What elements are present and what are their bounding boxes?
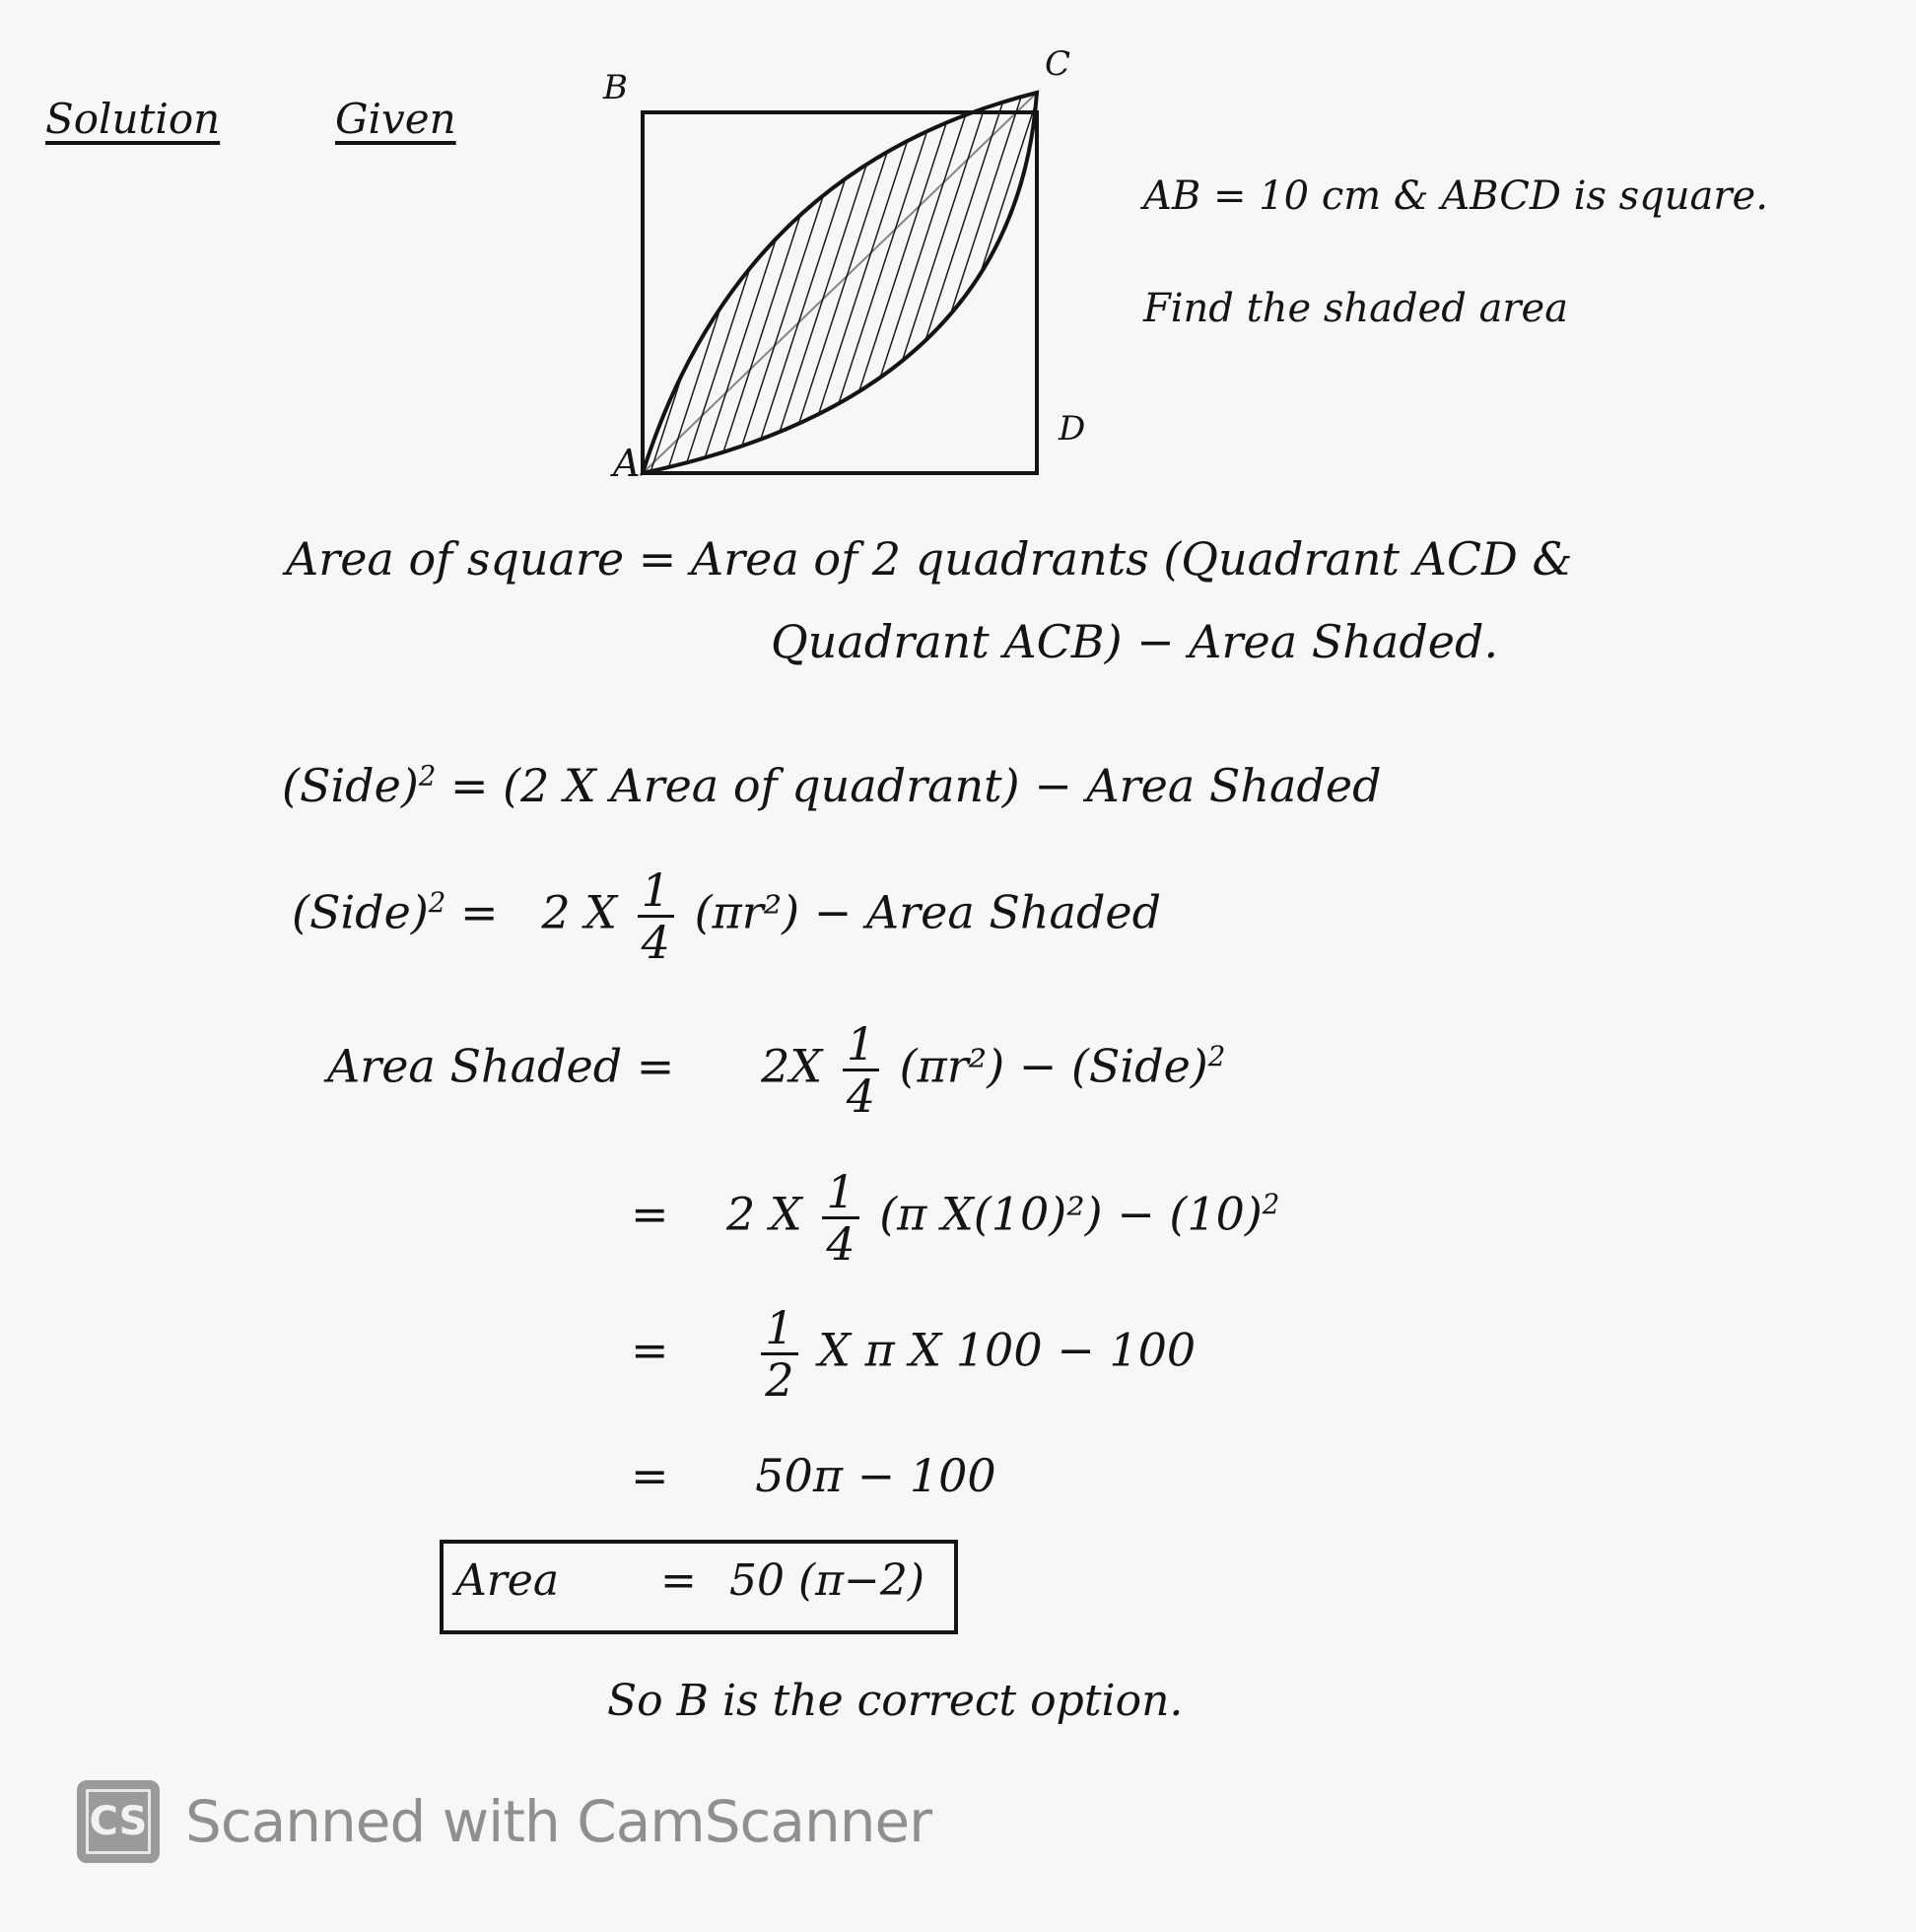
camscanner-logo-icon: CS [77, 1780, 160, 1863]
solution-heading: Solution [45, 95, 221, 143]
eq2-left: (Side) [292, 885, 429, 939]
given-heading: Given [335, 95, 456, 143]
step3-equals: = [631, 1449, 669, 1502]
camscanner-text: Scanned with CamScanner [185, 1788, 932, 1855]
step1-fraction: $\frac{1}{4}$ [822, 1169, 858, 1267]
camscanner-watermark [77, 1780, 931, 1863]
eq3-right: (πr²) − (Side) [899, 1039, 1208, 1093]
eq1-right: (2 X Area of quadrant) − Area Shaded [503, 759, 1382, 812]
step1-b: (π X(10)²) − (10) [879, 1187, 1263, 1241]
step1-equals: = [631, 1187, 669, 1241]
step2-equals: = [631, 1323, 669, 1377]
vertex-label-b: B [603, 68, 628, 107]
eq2-fraction: $\frac{1}{4}$ [638, 867, 674, 965]
final-answer-value: 50 (π−2) [729, 1555, 925, 1606]
vertex-label-c: C [1045, 44, 1071, 84]
equation-2 [292, 863, 1162, 969]
vertex-label-d: D [1059, 409, 1086, 448]
diagonal-ac [643, 93, 1037, 473]
given-line-1: AB = 10 cm & ABCD is square. [1143, 173, 1768, 219]
final-answer-equals: = [660, 1555, 697, 1606]
eq1-exponent: 2 [418, 759, 437, 793]
step1-exponent: 2 [1262, 1188, 1280, 1221]
eq3-fraction: $\frac{1}{4}$ [843, 1021, 879, 1119]
statement-line-1: Area of square = Area of 2 quadrants (Quadrant ACD & [286, 532, 1573, 586]
eq2-right: (πr²) − Area Shaded [694, 885, 1162, 939]
eq1-equals: = [449, 759, 489, 812]
step-2 [631, 1301, 1197, 1407]
step2-fraction: $\frac{1}{2}$ [761, 1305, 797, 1403]
eq2-exponent: 2 [428, 886, 446, 920]
eq2-equals: = [459, 885, 499, 939]
step-3 [631, 1449, 996, 1502]
eq2-mid: 2 X [541, 885, 618, 939]
vertex-label-a: A [613, 442, 641, 485]
final-answer-label: Area [455, 1555, 560, 1606]
eq1-left: (Side) [282, 759, 419, 812]
equation-3 [327, 1017, 1226, 1123]
eq3-exponent: 2 [1207, 1040, 1226, 1073]
square-diagram [591, 39, 1124, 493]
step2-b: X π X 100 − 100 [818, 1323, 1197, 1377]
equation-1 [282, 759, 1382, 812]
given-line-2: Find the shaded area [1143, 286, 1569, 331]
conclusion: So B is the correct option. [607, 1676, 1184, 1726]
eq3-left: Area Shaded = [327, 1039, 675, 1093]
step1-a: 2 X [726, 1187, 802, 1241]
step3-value: 50π − 100 [755, 1449, 996, 1502]
eq3-mid: 2X [761, 1039, 823, 1093]
statement-line-2: Quadrant ACB) − Area Shaded. [771, 615, 1499, 668]
step-1 [631, 1165, 1280, 1271]
